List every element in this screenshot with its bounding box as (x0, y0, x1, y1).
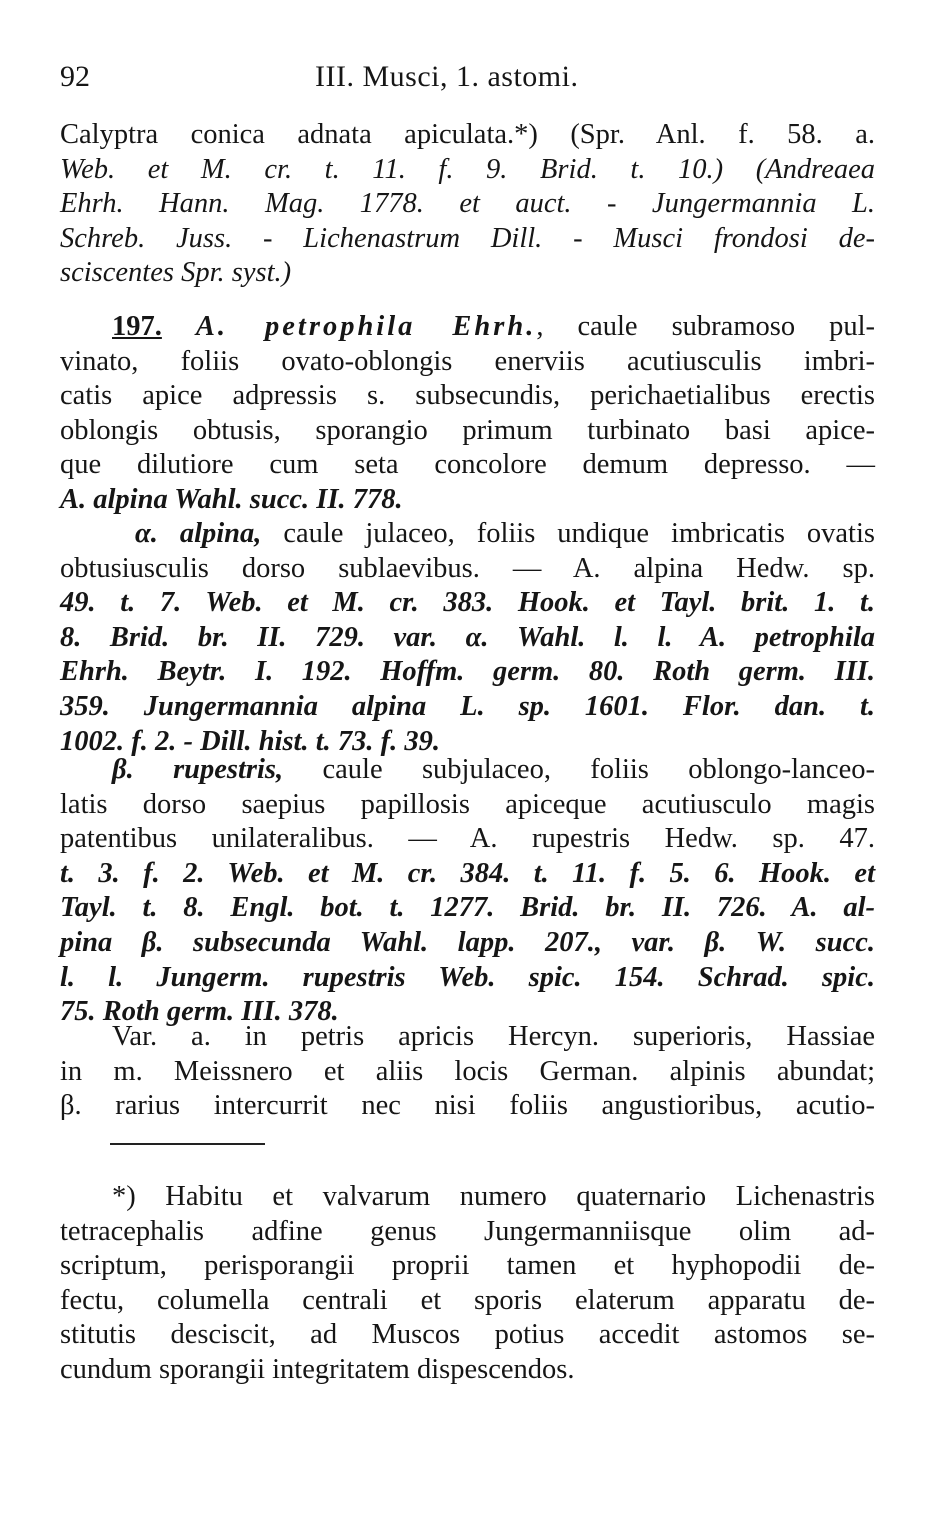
variety-line: patentibus unilateralibus. — A. rupestris Hedw. sp. 47. (60, 823, 875, 855)
intro-line: Calyptra conica adnata apiculata.*) (Spr. Anl. f. 58. a. (60, 119, 875, 150)
footnote-line: fectu, columella centrali et sporis elaterum apparatu de- (60, 1284, 875, 1316)
variety-line: 75. Roth germ. III. 378. (60, 996, 339, 1028)
species-line: que dilutiore cum seta concolore demum depresso. — (60, 449, 875, 481)
species-name: A. petrophila Ehrh. (195, 311, 537, 342)
footnote-line: scriptum, perisporangii proprii tamen et hyphopodii de- (60, 1250, 875, 1282)
variety-line-rest: caule subjulaceo, foliis oblongo-lanceo- (283, 754, 875, 785)
running-head: III. Musci, 1. astomi. (315, 60, 579, 93)
species-paragraph (60, 310, 875, 518)
intro-paragraph (60, 118, 875, 291)
intro-line: Schreb. Juss. - Lichenastrum Dill. - Musci frondosi de- (60, 222, 875, 254)
species-line: A. alpina Wahl. succ. II. 778. (60, 483, 403, 515)
variety-line: 1002. f. 2. - Dill. hist. t. 73. f. 39. (60, 725, 441, 757)
footnote (60, 1180, 875, 1388)
species-line (60, 310, 875, 345)
variety-line: obtusiusculis dorso sublaevibus. — A. alpina Hedw. sp. (60, 552, 875, 584)
variety-line: 359. Jungermannia alpina L. sp. 1601. Flor. dan. t. (60, 690, 875, 722)
intro-line: sciscentes Spr. syst.) (60, 257, 292, 289)
variety-line: l. l. Jungerm. rupestris Web. spic. 154. Schrad. spic. (60, 961, 875, 993)
species-line: oblongis obtusis, sporangio primum turbinato basi apice- (60, 414, 875, 446)
species-line: vinato, foliis ovato-oblongis enerviis acutiusculis imbri- (60, 345, 875, 377)
variety-beta-paragraph (60, 753, 875, 1030)
page-number: 92 (60, 60, 90, 93)
intro-line: Ehrh. Hann. Mag. 1778. et auct. - Jungermannia L. (60, 188, 875, 220)
variety-line-rest: caule julaceo, foliis undique imbricatis ovatis (261, 518, 875, 549)
variety-line: 8. Brid. br. II. 729. var. α. Wahl. l. l. A. petrophila (60, 621, 875, 653)
variety-line: latis dorso saepius papillosis apiceque acutiusculo magis (60, 788, 875, 820)
remark-paragraph (60, 1020, 875, 1124)
variety-line: pina β. subsecunda Wahl. lapp. 207., var. β. W. succ. (60, 926, 875, 958)
species-line-rest: , caule subramoso pul- (536, 311, 876, 342)
variety-label: α. alpina, (135, 518, 262, 549)
footnote-line: cundum sporangii integritatem dispescendos. (60, 1353, 575, 1385)
footnote-line: stitutis desciscit, ad Muscos potius accedit astomos se- (60, 1319, 875, 1351)
variety-line: Ehrh. Beytr. I. 192. Hoffm. germ. 80. Roth germ. III. (60, 656, 875, 688)
remark-line: β. rarius intercurrit nec nisi foliis angustioribus, acutio- (60, 1090, 875, 1122)
footnote-line: *) Habitu et valvarum numero quaternario Lichenastris (112, 1181, 875, 1212)
variety-line (60, 753, 875, 788)
variety-line (60, 517, 875, 552)
variety-alpha-paragraph (60, 517, 875, 759)
remark-line: in m. Meissnero et aliis locis German. alpinis abundat; (60, 1055, 875, 1087)
variety-line: Tayl. t. 8. Engl. bot. t. 1277. Brid. br. II. 726. A. al- (60, 892, 875, 924)
remark-line: Var. a. in petris apricis Hercyn. superioris, Hassiae (112, 1021, 875, 1052)
variety-line: 49. t. 7. Web. et M. cr. 383. Hook. et Tayl. brit. 1. t. (60, 587, 875, 619)
species-number: 197. (112, 311, 162, 342)
page-header (60, 55, 880, 99)
footnote-divider (110, 1143, 265, 1145)
footnote-line: tetracephalis adfine genus Jungermanniisque olim ad- (60, 1215, 875, 1247)
variety-label: β. rupestris, (112, 754, 284, 785)
variety-line: t. 3. f. 2. Web. et M. cr. 384. t. 11. f. 5. 6. Hook. et (60, 857, 875, 889)
intro-line: Web. et M. cr. t. 11. f. 9. Brid. t. 10.) (Andreaea (60, 153, 875, 185)
species-line: catis apice adpressis s. subsecundis, perichaetialibus erectis (60, 380, 875, 412)
